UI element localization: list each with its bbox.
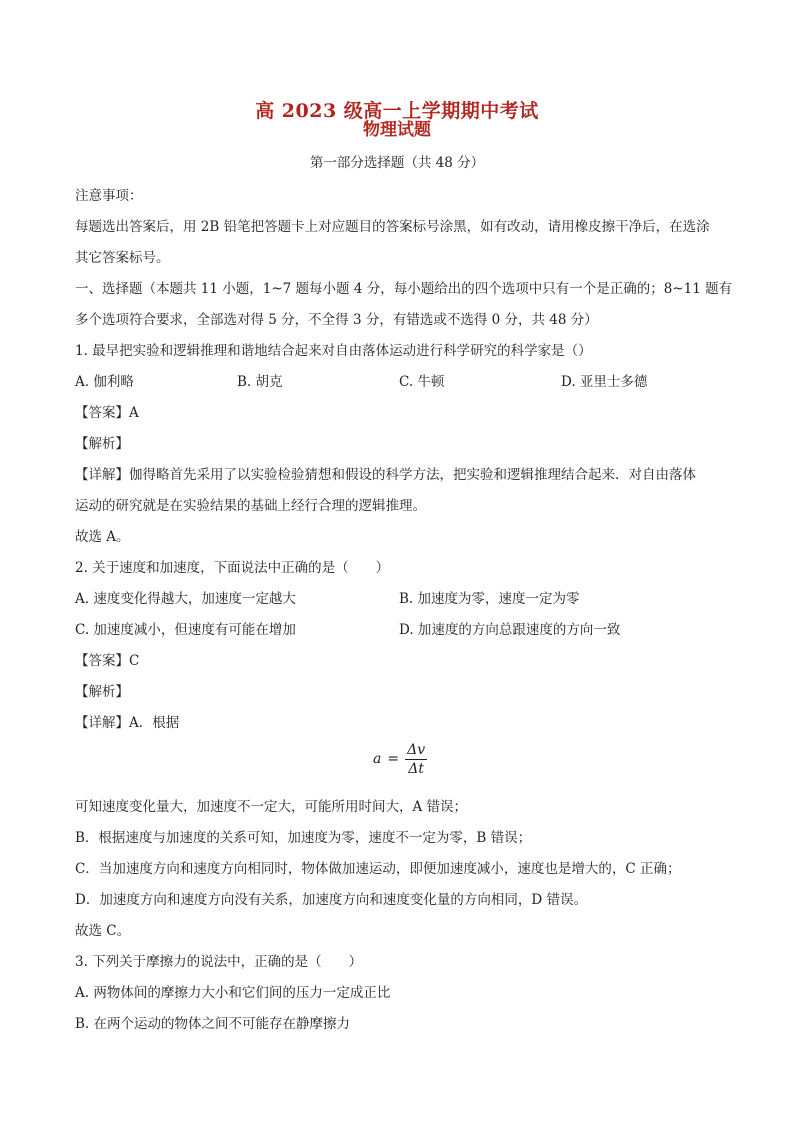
question-2-detail: B．根据速度与加速度的关系可知，加速度为零，速度不一定为零，B 错误；	[75, 830, 532, 846]
acceleration-formula	[75, 739, 725, 792]
question-2-detail-intro: 【详解】A．根据	[75, 715, 180, 731]
option-a: A. 伽利略	[75, 374, 134, 390]
question-2-answer: 【答案】C	[75, 653, 140, 669]
exam-title: 高 2023 级高一上学期期中考试	[255, 100, 539, 122]
option-a: A. 速度变化得越大，加速度一定越大	[75, 591, 296, 607]
question-1-detail: 【详解】伽得略首先采用了以实验检验猜想和假设的科学方法，把实验和逻辑推理结合起来．对自由落体	[75, 467, 696, 483]
question-2-detail: 可知速度变化量大，加速度不一定大，可能所用时间大，A 错误；	[75, 799, 468, 815]
question-2-options-row	[75, 615, 725, 646]
question-2-options-row	[75, 584, 725, 615]
option-c: C. 牛顿	[399, 374, 445, 390]
question-2-detail: C．当加速度方向和速度方向相同时，物体做加速运动，即便加速度减小，速度也是增大的，C 正确；	[75, 861, 681, 877]
section-instructions: 一、选择题（本题共 11 小题，1~7 题每小题 4 分，每小题给出的四个选项中只有一个是正确的；8~11 题有	[75, 281, 733, 297]
option-b: B. 在两个运动的物体之间不可能存在静摩擦力	[75, 1016, 351, 1032]
question-1-options	[75, 367, 725, 398]
question-1-stem: 1. 最早把实验和逻辑推理和谐地结合起来对自由落体运动进行科学研究的科学家是（）	[75, 343, 592, 359]
question-1-detail: 运动的研究就是在实验结果的基础上经行合理的逻辑推理。	[75, 498, 426, 514]
question-1-answer: 【答案】A	[75, 405, 139, 421]
question-2-stem: 2. 关于速度和加速度，下面说法中正确的是（ ）	[75, 560, 390, 576]
question-1-analysis-label: 【解析】	[75, 436, 129, 452]
exam-body	[75, 181, 733, 1040]
option-b: B. 加速度为零，速度一定为零	[399, 591, 580, 607]
question-2-conclusion: 故选 C。	[75, 923, 131, 939]
option-d: D. 亚里士多德	[561, 374, 648, 390]
question-3-stem: 3. 下列关于摩擦力的说法中，正确的是（ ）	[75, 954, 363, 970]
notes-heading: 注意事项：	[75, 188, 143, 204]
formula-numerator: Δv	[407, 742, 426, 758]
option-c: C. 加速度减小，但速度有可能在增加	[75, 622, 296, 638]
formula-denominator: Δt	[408, 761, 424, 777]
notes-line: 其它答案标号。	[75, 250, 170, 266]
notes-line: 每题选出答案后，用 2B 铅笔把答题卡上对应题目的答案标号涂黑，如有改动，请用橡皮擦干净后，在选涂	[75, 219, 710, 235]
formula-lhs: a	[373, 751, 382, 767]
question-2-detail: D．加速度方向和速度方向没有关系，加速度方向和速度变化量的方向相同，D 错误。	[75, 892, 587, 908]
formula-equals: =	[387, 751, 400, 767]
subject-title: 物理试题	[363, 120, 431, 140]
question-1-conclusion: 故选 A。	[75, 529, 130, 545]
section-instructions: 多个选项符合要求，全部选对得 5 分，不全得 3 分，有错选或不选得 0 分，共 48 分）	[75, 312, 598, 328]
question-2-analysis-label: 【解析】	[75, 684, 129, 700]
option-d: D. 加速度的方向总跟速度的方向一致	[399, 622, 621, 638]
option-a: A. 两物体间的摩擦力大小和它们间的压力一定成正比	[75, 985, 391, 1001]
formula-fraction	[405, 741, 427, 778]
part-title: 第一部分选择题（共 48 分）	[309, 155, 485, 171]
option-b: B. 胡克	[237, 374, 283, 390]
